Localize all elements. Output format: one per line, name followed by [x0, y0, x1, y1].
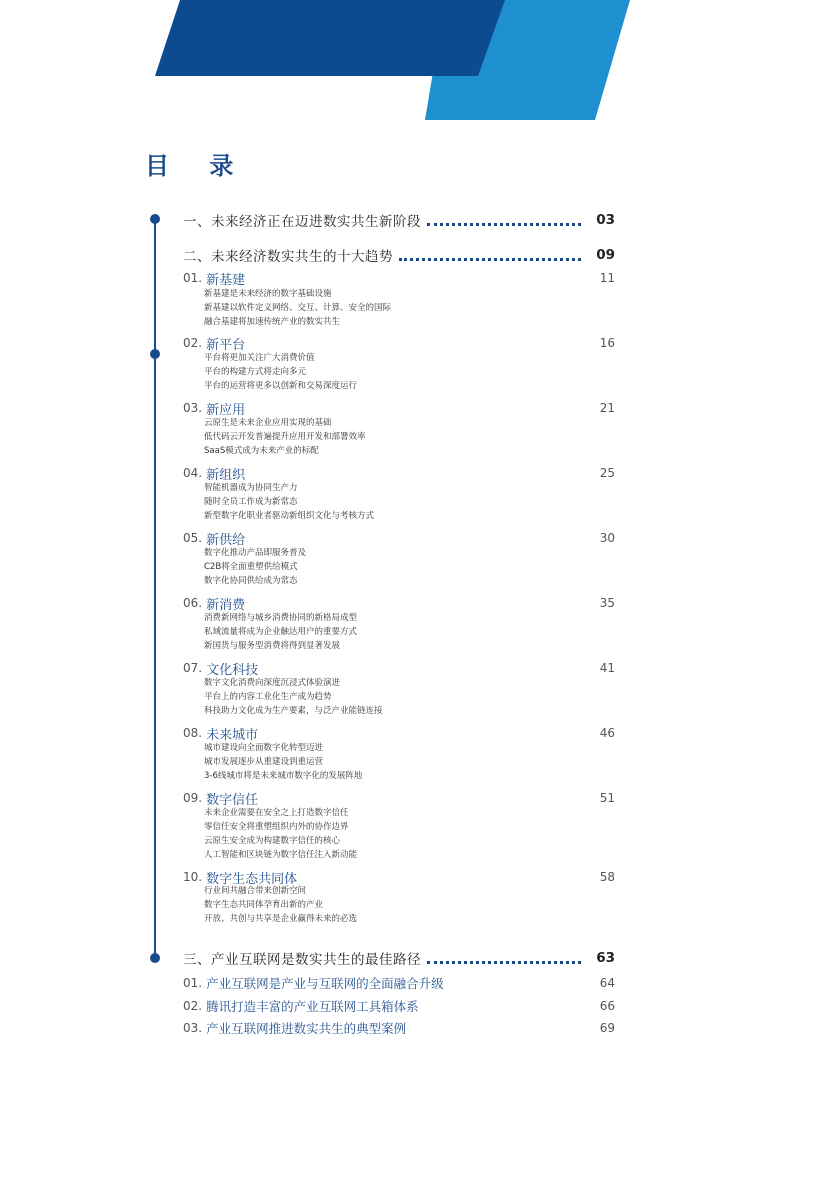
trend-number: 08.	[183, 726, 203, 740]
toc-title: 目 录	[145, 152, 250, 180]
trend-page: 41	[599, 661, 615, 675]
chapter-page: 03	[596, 212, 615, 228]
chapter-title: 三、产业互联网是数实共生的最佳路径	[183, 952, 421, 968]
subtopic: 随时全员工作成为新常态	[204, 497, 298, 507]
toc-trend-06[interactable]	[183, 593, 615, 613]
trend-title: 新基建	[206, 272, 246, 288]
chapter-title: 一、未来经济正在迈进数实共生新阶段	[183, 214, 421, 230]
item-title: 产业互联网推进数实共生的典型案例	[206, 1021, 407, 1036]
trend-page: 51	[599, 791, 615, 805]
subtopic: 新型数字化职业者驱动新组织文化与考核方式	[204, 511, 375, 521]
trend-subtopics	[204, 351, 604, 393]
trend-page: 21	[599, 401, 615, 415]
trend-number: 05.	[183, 531, 203, 545]
item-page: 66	[599, 999, 615, 1013]
trend-subtopics	[204, 481, 604, 523]
subtopic: 新基建以软件定义网络、交互、计算、安全的国际	[204, 303, 392, 313]
subtopic: 平台将更加关注广大消费价值	[204, 353, 315, 363]
trend-subtopics	[204, 287, 604, 329]
trend-subtopics	[204, 741, 604, 783]
subtopic: 平台的构建方式将走向多元	[204, 367, 307, 377]
item-number: 03.	[183, 1021, 203, 1035]
subtopic: 平台的运营将更多以创新和交易深度运行	[204, 381, 358, 391]
trend-title: 数字信任	[206, 792, 259, 808]
trend-number: 06.	[183, 596, 203, 610]
subtopic: 行业间共融合带来创新空间	[204, 886, 307, 896]
toc-trend-05[interactable]	[183, 528, 615, 548]
trend-subtopics	[204, 546, 604, 588]
trend-number: 04.	[183, 466, 203, 480]
subtopic: 城市发展逐步从重建设到重运营	[204, 757, 324, 767]
subtopic: 消费新网络与城乡消费协同的新格局成型	[204, 613, 358, 623]
header-banner	[0, 0, 840, 130]
leader-dots	[427, 961, 581, 964]
toc-part3-item-02[interactable]	[183, 996, 615, 1016]
trend-title: 新供给	[206, 532, 246, 548]
subtopic: 智能机器成为协同生产力	[204, 483, 298, 493]
subtopic: C2B将全面重塑供给模式	[204, 562, 298, 572]
leader-dots	[399, 258, 581, 261]
trend-number: 01.	[183, 271, 203, 285]
subtopic: 私域流量将成为企业触达用户的重要方式	[204, 627, 358, 637]
timeline-dot	[150, 349, 160, 359]
trend-number: 07.	[183, 661, 203, 675]
trend-subtopics	[204, 884, 604, 926]
timeline-dot	[150, 214, 160, 224]
trend-page: 25	[599, 466, 615, 480]
trend-page: 58	[599, 870, 615, 884]
subtopic: 低代码云开发普遍提升应用开发和部署效率	[204, 432, 366, 442]
leader-dots	[427, 223, 581, 226]
trend-page: 30	[599, 531, 615, 545]
chapter-title: 二、未来经济数实共生的十大趋势	[183, 249, 393, 265]
subtopic: 科技助力文化成为生产要素，与泛产业能链连接	[204, 706, 383, 716]
subtopic: 新基建是未来经济的数字基础设施	[204, 289, 332, 299]
trend-title: 新应用	[206, 402, 246, 418]
subtopic: SaaS模式成为未来产业的标配	[204, 446, 319, 456]
trend-title: 新消费	[206, 597, 246, 613]
trend-number: 09.	[183, 791, 203, 805]
toc-trend-08[interactable]	[183, 723, 615, 743]
trend-title: 新组织	[206, 467, 246, 483]
toc-trend-01[interactable]	[183, 268, 615, 288]
subtopic: 零信任安全将重塑组织内外的协作边界	[204, 822, 349, 832]
subtopic: 云原生是未来企业应用实现的基础	[204, 418, 332, 428]
trend-number: 03.	[183, 401, 203, 415]
toc-part3-item-03[interactable]	[183, 1018, 615, 1038]
item-title: 腾讯打造丰富的产业互联网工具箱体系	[206, 999, 419, 1014]
trend-title: 数字生态共同体	[206, 871, 298, 887]
item-title: 产业互联网是产业与互联网的全面融合升级	[206, 976, 444, 991]
chapter-page: 63	[596, 950, 615, 966]
subtopic: 人工智能和区块链为数字信任注入新动能	[204, 850, 358, 860]
trend-subtopics	[204, 676, 604, 718]
trend-number: 02.	[183, 336, 203, 350]
trend-page: 46	[599, 726, 615, 740]
trend-title: 新平台	[206, 337, 246, 353]
subtopic: 开放、共创与共享是企业赢得未来的必选	[204, 914, 358, 924]
toc-chapter-2[interactable]	[183, 245, 615, 265]
subtopic: 数字化协同供给成为常态	[204, 576, 298, 586]
toc-trend-04[interactable]	[183, 463, 615, 483]
subtopic: 数字化推动产品即服务普及	[204, 548, 307, 558]
item-number: 01.	[183, 976, 203, 990]
toc-trend-07[interactable]	[183, 658, 615, 678]
trend-title: 未来城市	[206, 727, 259, 743]
subtopic: 平台上的内容工业化生产成为趋势	[204, 692, 332, 702]
toc-chapter-1[interactable]	[183, 210, 615, 230]
trend-page: 35	[599, 596, 615, 610]
chapter-page: 09	[596, 247, 615, 263]
subtopic: 新国货与服务型消费将得到显著发展	[204, 641, 341, 651]
subtopic: 数字生态共同体孕育出新的产业	[204, 900, 324, 910]
subtopic: 3-6线城市将是未来城市数字化的发展阵地	[204, 771, 363, 781]
toc-trend-09[interactable]	[183, 788, 615, 808]
trend-title: 文化科技	[206, 662, 259, 678]
trend-page: 11	[599, 271, 615, 285]
toc-chapter-3[interactable]	[183, 948, 615, 968]
item-number: 02.	[183, 999, 203, 1013]
toc-trend-02[interactable]	[183, 333, 615, 353]
trend-subtopics	[204, 611, 604, 653]
toc-trend-03[interactable]	[183, 398, 615, 418]
timeline-dot	[150, 953, 160, 963]
trend-subtopics	[204, 416, 604, 458]
dark-blue-parallelogram	[155, 0, 505, 76]
subtopic: 融合基建将加速传统产业的数实共生	[204, 317, 341, 327]
trend-page: 16	[599, 336, 615, 350]
subtopic: 城市建设向全面数字化转型迈进	[204, 743, 324, 753]
subtopic: 云原生安全成为构建数字信任的核心	[204, 836, 341, 846]
subtopic: 数字文化消费向深度沉浸式体验演进	[204, 678, 341, 688]
item-page: 64	[599, 976, 615, 990]
subtopic: 未来企业需要在安全之上打造数字信任	[204, 808, 349, 818]
timeline-line	[154, 218, 156, 958]
toc-part3-item-01[interactable]	[183, 973, 615, 993]
trend-subtopics	[204, 806, 604, 862]
trend-number: 10.	[183, 870, 203, 884]
item-page: 69	[599, 1021, 615, 1035]
